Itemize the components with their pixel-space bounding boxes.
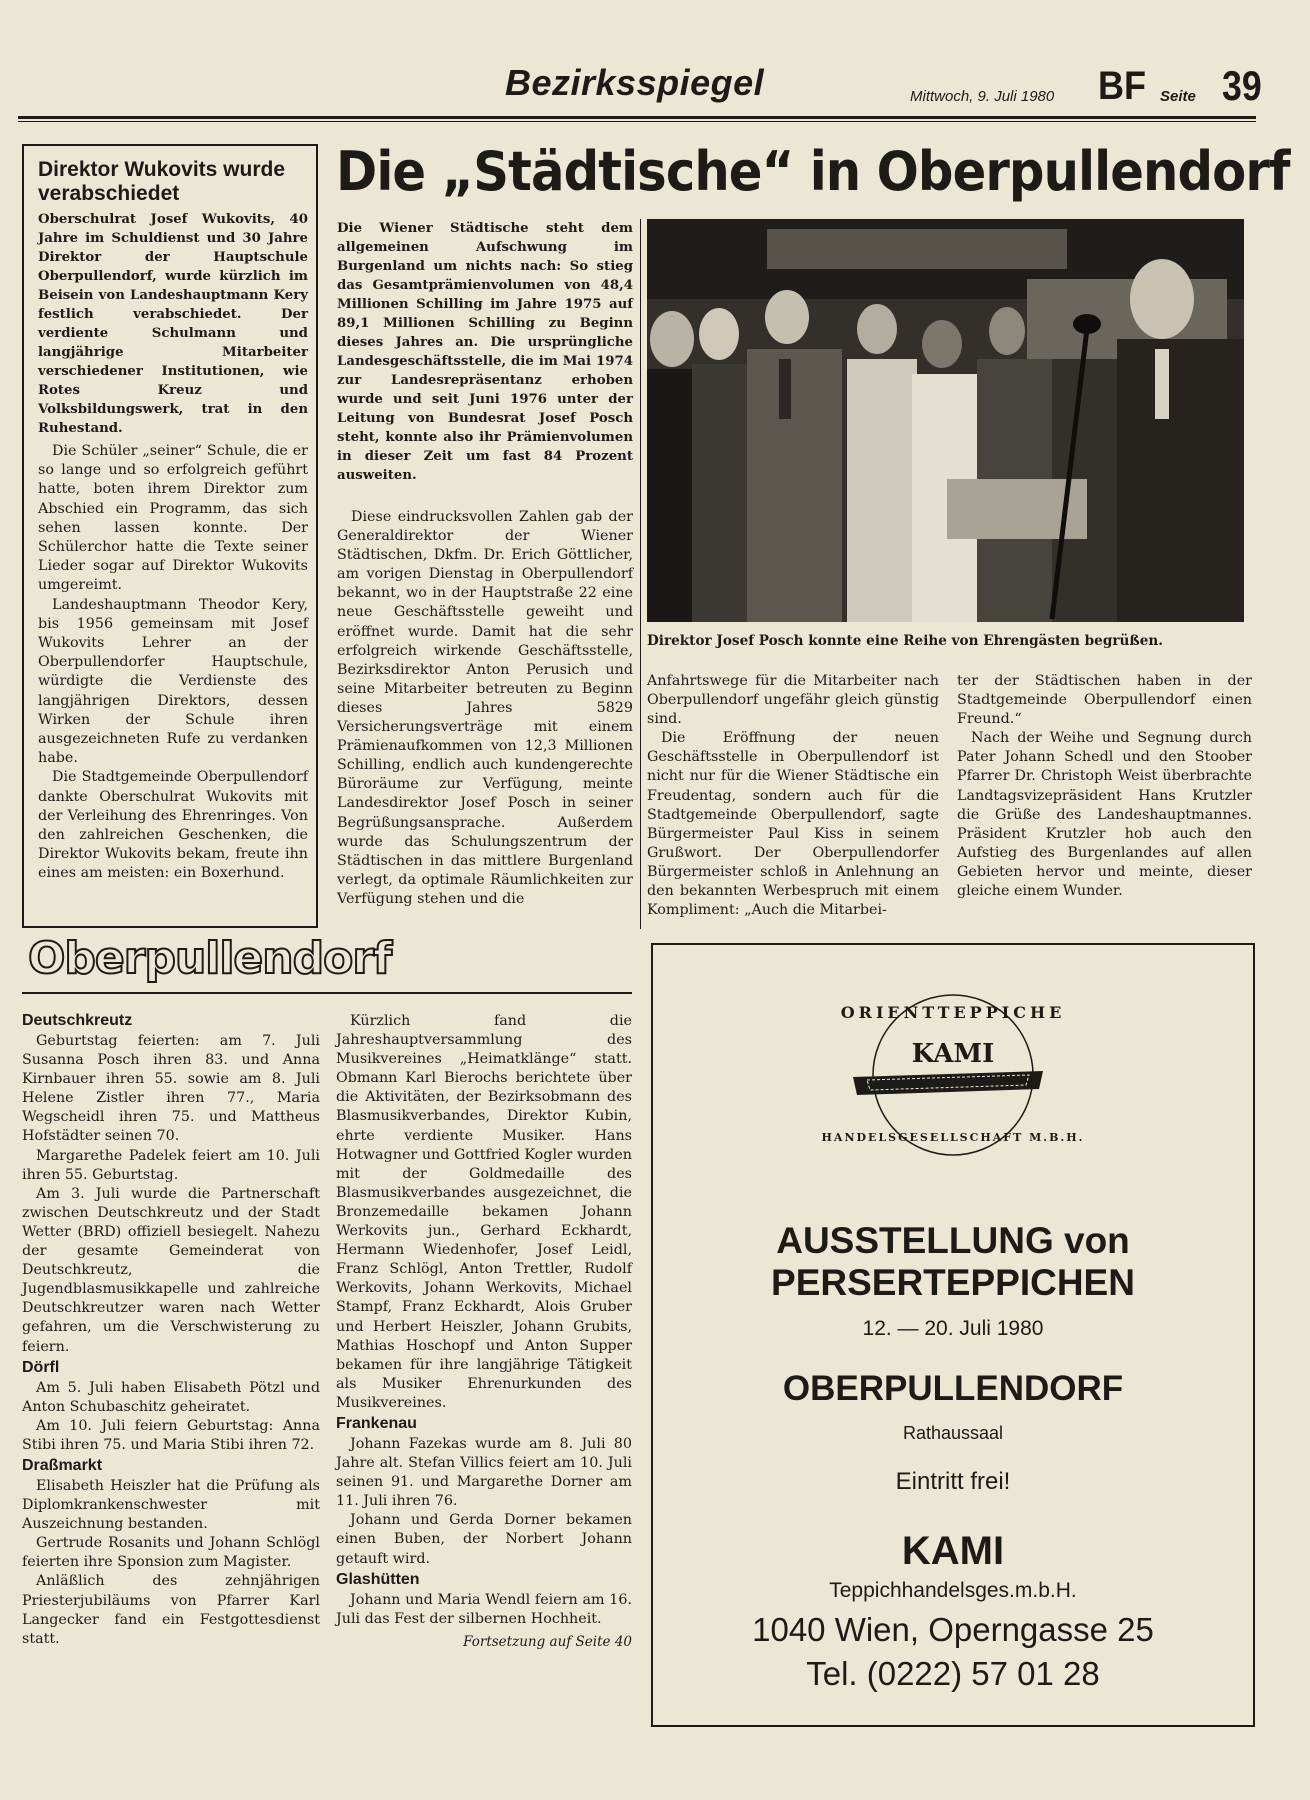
- page-label: Seite: [1160, 88, 1196, 105]
- paragraph: Anläßlich des zehnjährigen Priesterjubiläums von Pfarrer Karl Langecker fand ein Festgottesdienst statt.: [22, 1573, 320, 1647]
- paragraph: Anfahrtswege für die Mitarbeiter nach Oberpullendorf ungefähr gleich günstig sind.: [647, 673, 939, 728]
- photo-caption: Direktor Josef Posch konnte eine Reihe von Ehrengästen begrüßen.: [647, 633, 1163, 649]
- paragraph: Die Stadtgemeinde Oberpullendorf dankte Oberschulrat Wukovits mit der Verleihung des Ehrenringes. Von den zahlreichen Geschenken, die Direktor Wukovits bekam, freute ihn eines am meisten: ein Boxerhund.: [38, 769, 308, 882]
- paragraph: Gertrude Rosanits und Johann Schlögl feierten ihre Sponsion zum Magister.: [22, 1535, 320, 1571]
- paragraph: Am 5. Juli haben Elisabeth Pötzl und Anton Schubaschitz geheiratet.: [22, 1379, 320, 1415]
- banner-rule: [22, 992, 632, 994]
- ad-city: OBERPULLENDORF: [782, 1369, 1124, 1408]
- paragraph: Margarethe Padelek feiert am 10. Juli ihren 55. Geburtstag.: [22, 1147, 320, 1183]
- paragraph: Johann und Maria Wendl feiern am 16. Juli das Fest der silbernen Hochheit.: [336, 1591, 632, 1627]
- paragraph: Nach der Weihe und Segnung durch Pater Johann Schedl und den Stoober Pfarrer Dr. Christoph Weist überbrachte Landtagsvizepräsident Hans Krutzler die Grüße des Landeshauptmannes. Präsident Krutzler hob auch den Aufstieg des Burgenlandes auf allen Gebieten hervor und meinte, dieser gleiche einem Wunder.: [957, 730, 1252, 900]
- header-rule: [18, 116, 1256, 119]
- carpet-advertisement: [651, 943, 1255, 1727]
- town-heading: Frankenau: [336, 1414, 417, 1432]
- wukovits-lead: Oberschulrat Josef Wukovits, 40 Jahre im Schuldienst und 30 Jahre Direktor der Hauptschule Oberpullendorf, wurde kürzlich im Beisein von Landeshauptmann Kery festlich verabschiedet. Der verdiente Schulmann und langjährige Mitarbeiter verschiedener Institutionen, wie Rotes Kreuz und Volksbildungswerk, trat in den Ruhestand.: [38, 212, 308, 436]
- paragraph: Johann Fazekas wurde am 8. Juli 80 Jahre alt. Stefan Villics feiert am 10. Juli seinen 91. und Margarethe Dorner am 11. Juli ihren 76.: [336, 1435, 632, 1510]
- issue-date: Mittwoch, 9. Juli 1980: [910, 88, 1055, 105]
- wukovits-headline: Direktor Wukovits wurde verabschiedet: [38, 158, 285, 205]
- paragraph: Die Schüler „seiner“ Schule, die er so lange und so erfolgreich geführt hatte, boten ihrem Direktor zum Abschied ein Programm, das sich sehen lassen konnte. Der Schülerchor hatte die Texte seiner Lieder sogar auf Direktor Wukovits umgereimt.: [38, 443, 308, 594]
- ad-brand: KAMI: [901, 1529, 1005, 1573]
- main-col-3: [957, 672, 1252, 901]
- town-heading: Dörfl: [22, 1358, 60, 1376]
- main-col-2: [647, 672, 939, 920]
- ad-company: Teppichhandelsges.m.b.H.: [829, 1579, 1077, 1602]
- main-lead: Die Wiener Städtische steht dem allgemeinen Aufschwung im Burgenland um nichts nach: So stieg das Gesamtprämienvolumen von 48,4 Millionen Schilling im Jahre 1975 auf 89,1 Millionen Schilling zu Beginn dieses Jahres an. Die ursprüngliche Landesgeschäftsstelle, die im Mai 1974 zur Landesrepräsentanz erhoben wurde und seit Juni 1976 unter der Leitung von Bundesrat Josef Posch steht, konnte also ihr Prämienvolumen in dieser Zeit um fast 84 Prozent ausweiten.: [337, 221, 633, 483]
- ad-dates: 12. — 20. Juli 1980: [862, 1317, 1044, 1340]
- paragraph: Geburtstag feierten: am 7. Juli Susanna Posch ihren 83. und Anna Kirnbauer ihren 55. sowie am 8. Juli Helene Zistler ihren 77., Maria Wegscheidl ihren 75. und Mattheus Hofstädter seinen 70.: [22, 1033, 320, 1145]
- paragraph: Diese eindrucksvollen Zahlen gab der Generaldirektor der Wiener Städtischen, Dkfm. Dr. Erich Göttlicher, am vorigen Dienstag in Oberpullendorf bekannt, wo in der Hauptstraße 22 eine neue Geschäftsstelle geweiht und eröffnet wurde. Damit hat die sehr erfolgreich wirkende Geschäftsstelle, Bezirksdirektor Anton Perusich und seine Mitarbeiter betreuten zu Beginn dieses Jahres 5829 Versicherungsverträge mit einem Prämienaufkommen von 12,3 Millionen Schilling, endlich auch kundengerechte Büroräume zur Verfügung, meinte Landesdirektor Josef Posch in seiner Begrüßungsansprache. Außerdem wurde das Schulungszentrum der Städtischen in das mittlere Burgenland verlegt, da optimale Räumlichkeiten zur Verfügung stehen und die: [337, 509, 633, 907]
- local-news-banner: Oberpullendorf: [28, 933, 392, 984]
- column-rule: [640, 219, 641, 929]
- paragraph: Kürzlich fand die Jahreshauptversammlung des Musikvereines „Heimatklänge“ statt. Obmann Karl Bierochs berichtete über die Aktivitäten, der Bezirksobmann des Blasmusikverbandes, Direktor Kubin, ehrte verdiente Musiker. Hans Hotwagner und Gottfried Kogler wurden mit der Goldmedaille des Blasmusikverbandes ausgezeichnet, die Bronzemedaille bekamen Johann Werkovits jun., Gerhard Eckhardt, Hermann Wiedenhofer, Josef Leidl, Franz Schlögl, Anton Trettler, Rudolf Werkovits, Johann Werkovits, Michael Stampf, Franz Eckhardt, Alois Gruber und Herbert Heiszler, Johann Grubits, Mathias Hoschopf und Anton Supper bekamen für ihre langjährige Tätigkeit als Musiker Ehrenurkunden des Musikvereines.: [336, 1013, 632, 1411]
- town-heading: Draßmarkt: [22, 1456, 103, 1474]
- ad-phone: Tel. (0222) 57 01 28: [806, 1655, 1100, 1692]
- event-photo: [647, 219, 1244, 622]
- continuation-note: Fortsetzung auf Seite 40: [463, 1633, 632, 1650]
- section-title: Bezirksspiegel: [505, 62, 765, 103]
- paragraph: Am 3. Juli wurde die Partnerschaft zwischen Deutschkreutz und der Stadt Wetter (BRD) offiziell besiegelt. Nahezu der gesamte Gemeinderat von Deutschkreutz, die Jugendblasmusikkapelle und zahlreiche Deutschkreutzer waren nach Wetter gefahren, um die Verschwisterung zu feiern.: [22, 1185, 320, 1355]
- logo-top-text: ORIENTTEPPICHE: [840, 1003, 1066, 1022]
- newspaper-logo: BF: [1098, 64, 1146, 108]
- paragraph: Die Eröffnung der neuen Geschäftsstelle in Oberpullendorf ist nicht nur für die Wiener Städtische ein Freudentag, sondern auch für die Stadtgemeinde Oberpullendorf, sagte Bürgermeister Paul Kiss in seinem Grußwort. Der Oberpullendorfer Bürgermeister schloß in Anlehnung an den bekannten Werbespruch mit einem Kompliment: „Auch die Mitarbei-: [647, 730, 939, 919]
- ad-headline-2: PERSERTEPPICHEN: [771, 1262, 1135, 1303]
- local-news-col-2: [336, 1012, 632, 1652]
- town-heading: Deutschkreutz: [22, 1012, 133, 1029]
- logo-center-text: KAMI: [911, 1039, 995, 1069]
- main-col-1: [337, 508, 633, 909]
- ad-venue: Rathaussaal: [902, 1423, 1004, 1443]
- ad-address: 1040 Wien, Operngasse 25: [752, 1611, 1154, 1648]
- wukovits-article-box: [22, 144, 318, 928]
- ad-headline-1: AUSSTELLUNG von: [776, 1220, 1130, 1261]
- paragraph: ter der Städtischen haben in der Stadtgemeinde Oberpullendorf einen Freund.“: [957, 673, 1252, 728]
- page-number: 39: [1222, 62, 1262, 109]
- paragraph: Elisabeth Heiszler hat die Prüfung als Diplomkrankenschwester mit Auszeichnung bestanden.: [22, 1477, 320, 1533]
- header-rule-thin: [18, 121, 1256, 122]
- town-heading: Glashütten: [336, 1570, 420, 1588]
- logo-bottom-text: HANDELSGESELLSCHAFT M.B.H.: [821, 1131, 1085, 1144]
- ad-entry: Eintritt frei!: [895, 1468, 1011, 1495]
- paragraph: Johann und Gerda Dorner bekamen einen Buben, der Norbert Johann getauft wird.: [336, 1512, 632, 1567]
- main-headline: Die „Städtische“ in Oberpullendorf: [336, 140, 1290, 203]
- photo-illustration: [647, 219, 1244, 622]
- paragraph: Am 10. Juli feiern Geburtstag: Anna Stibi ihren 75. und Maria Stibi ihren 72.: [22, 1417, 320, 1453]
- local-news-col-1: [22, 1010, 320, 1649]
- paragraph: Landeshauptmann Theodor Kery, bis 1956 gemeinsam mit Josef Wukovits Lehrer an der Oberpullendorfer Hauptschule, würdigte die Verdienste des langjährigen Direktors, dessen Wirken der Schule ihren ausgezeichneten Rufe zu verdanken habe.: [38, 596, 308, 767]
- wukovits-body: [38, 442, 308, 884]
